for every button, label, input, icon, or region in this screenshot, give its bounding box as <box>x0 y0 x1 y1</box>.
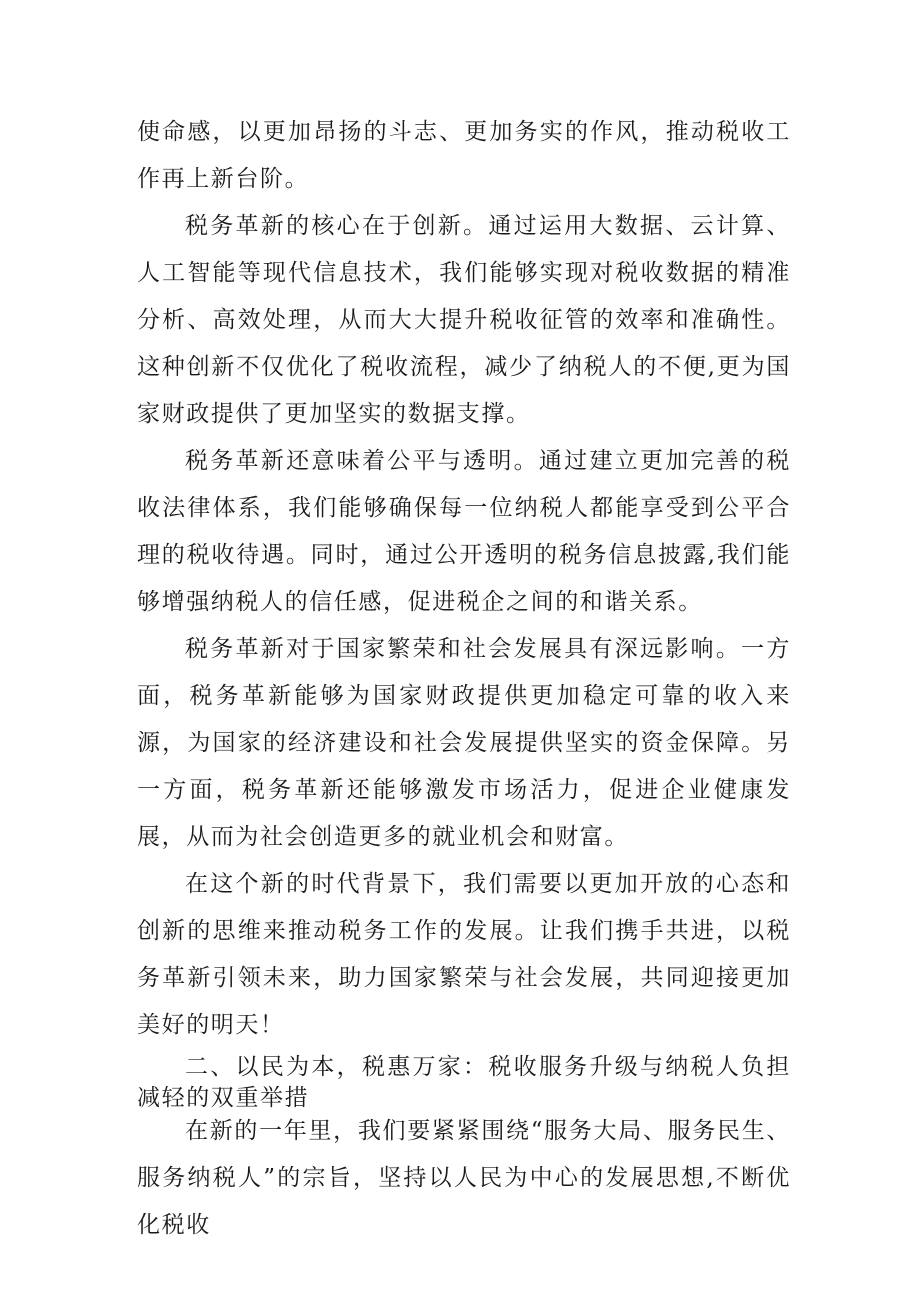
paragraph-continuation: 使命感，以更加昂扬的斗志、更加务实的作风，推动税收工作再上新台阶。 <box>137 119 791 192</box>
paragraph-fairness-transparency: 税务革新还意味着公平与透明。通过建立更加完善的税收法律体系，我们能够确保每一位纳税人都能享受到公平合理的税收待遇。同时，通过公开透明的税务信息披露,我们能够增强纳税人的信任感，促进税企之间的和谐关系。 <box>137 448 791 615</box>
paragraph-new-era: 在这个新的时代背景下，我们需要以更加开放的心态和创新的思维来推动税务工作的发展。让我们携手共进，以税务革新引领未来，助力国家繁荣与社会发展，共同迎接更加美好的明天！ <box>137 871 791 1038</box>
section-heading: 二、以民为本，税惠万家：税收服务升级与纳税人负担减轻的双重举措 <box>137 1054 791 1111</box>
paragraph-innovation: 税务革新的核心在于创新。通过运用大数据、云计算、人工智能等现代信息技术，我们能够实现对税收数据的精准分析、高效处理，从而大大提升税收征管的效率和准确性。这种创新不仅优化了税收流程，减少了纳税人的不便,更为国家财政提供了更加坚实的数据支撑。 <box>137 213 791 427</box>
paragraph-new-year: 在新的一年里，我们要紧紧围绕“服务大局、服务民生、服务纳税人”的宗旨，坚持以人民为中心的发展思想,不断优化税收 <box>137 1118 791 1238</box>
paragraph-national-prosperity: 税务革新对于国家繁荣和社会发展具有深远影响。一方面，税务革新能够为国家财政提供更加稳定可靠的收入来源，为国家的经济建设和社会发展提供坚实的资金保障。另一方面，税务革新还能够激发市场活力，促进企业健康发展，从而为社会创造更多的就业机会和财富。 <box>137 636 791 850</box>
